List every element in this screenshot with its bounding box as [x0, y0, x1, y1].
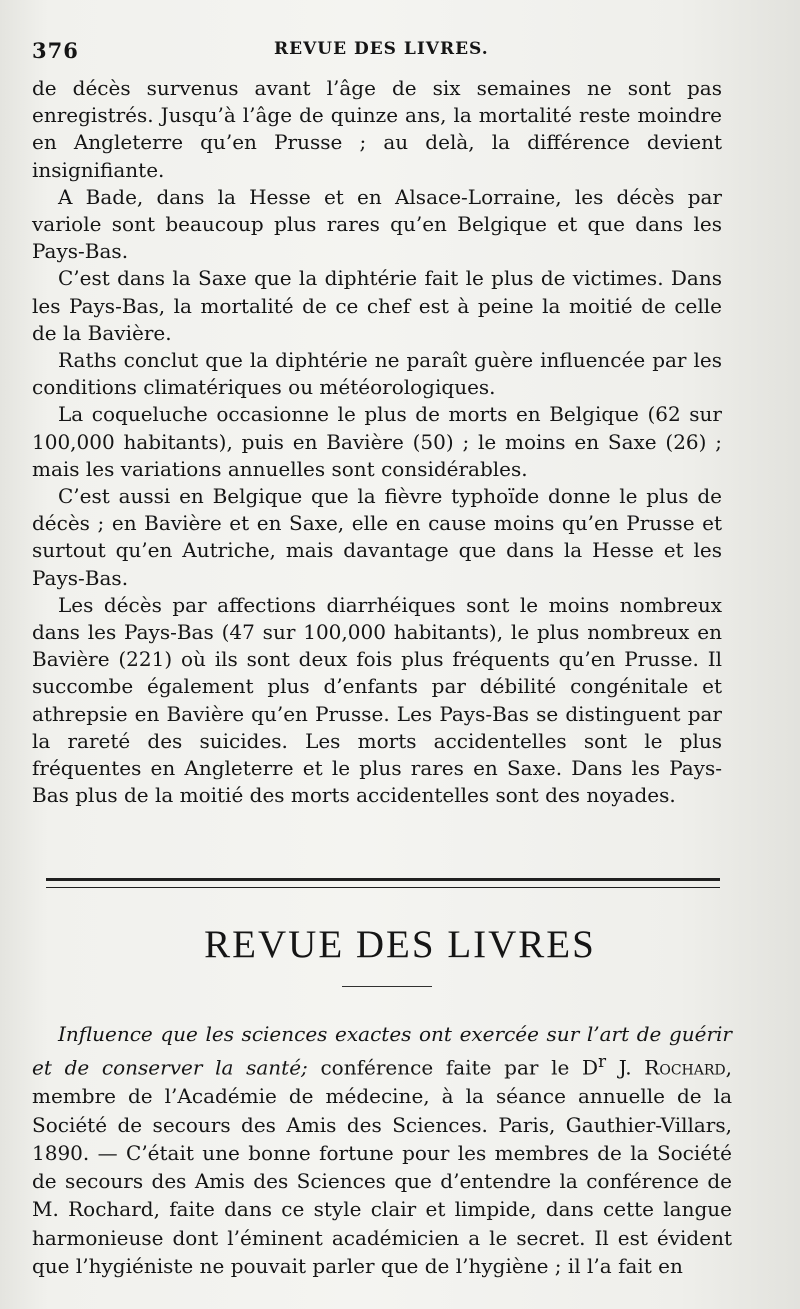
section-heading: REVUE DES LIVRES [204, 923, 596, 966]
page-number: 376 [32, 38, 79, 63]
heading-underline [342, 986, 432, 987]
review-book-title: Influence que les sciences exactes ont exercée sur l’art de guérir et de conserver la santé; [32, 1022, 732, 1080]
body-paragraph: La coqueluche occasionne le plus de morts en Belgique (62 sur 100,000 habitants), puis en Bavière (50) ; le moins en Saxe (26) ; mais les variations annuelles sont considérables. [32, 402, 722, 481]
book-review [32, 1020, 732, 1280]
review-author-name: Rochard [644, 1055, 726, 1080]
article-continuation [32, 75, 722, 809]
doctor-superscript: r [598, 1052, 607, 1072]
body-paragraph: de décès survenus avant l’âge de six semaines ne sont pas enregistrés. Jusqu’à l’âge de quinze ans, la mortalité reste moindre en Angleterre qu’en Prusse ; au delà, la différence devient insignifiante. [32, 76, 722, 182]
body-paragraph: A Bade, dans la Hesse et en Alsace-Lorraine, les décès par variole sont beaucoup plus rares qu’en Belgique et que dans les Pays-Bas. [32, 184, 722, 264]
review-paragraph [32, 1020, 732, 1280]
review-author-initial: J. [606, 1055, 645, 1080]
body-paragraph: C’est aussi en Belgique que la fièvre typhoïde donne le plus de décès ; en Bavière et en Saxe, elle en cause moins qu’en Prusse et surtout qu’en Autriche, mais davantage que dans la Hesse et les Pays-Bas. [32, 484, 722, 590]
review-intro: conférence faite par le D [307, 1055, 599, 1080]
running-title: REVUE DES LIVRES. [274, 39, 489, 59]
running-head [32, 38, 732, 68]
section-divider [46, 878, 720, 888]
review-details: , membre de l’Académie de médecine, à la séance annuelle de la Société de secours des Amis des Sciences. Paris, Gauthier-Villars, 1890. — C’était une bonne fortune pour les membres de la Société de secours des Amis des Sciences que d’entendre la conférence de M. Rochard, faite dans ce style clair et limpide, dans cette langue harmonieuse dont l’éminent académicien a le secret. Il est évident que l’hygiéniste ne pouvait parler que de l’hygiène ; il l’a fait en [32, 1055, 732, 1279]
body-paragraph: Les décès par affections diarrhéiques sont le moins nombreux dans les Pays-Bas (47 sur 100,000 habitants), le plus nombreux en Bavière (221) où ils sont deux fois plus fréquents qu’en Prusse. Il succombe également plus d’enfants par débilité congénitale et athrepsie en Bavière qu’en Prusse. Les Pays-Bas se distinguent par la rareté des suicides. Les morts accidentelles sont le plus fréquentes en Angleterre et le plus rares en Saxe. Dans les Pays-Bas plus de la moitié des morts accidentelles sont des noyades. [32, 592, 722, 808]
body-paragraph: C’est dans la Saxe que la diphtérie fait le plus de victimes. Dans les Pays-Bas, la mortalité de ce chef est à peine la moitié de celle de la Bavière. [32, 266, 722, 345]
body-paragraph: Raths conclut que la diphtérie ne paraît guère influencée par les conditions climatériques ou météorologiques. [32, 348, 722, 400]
